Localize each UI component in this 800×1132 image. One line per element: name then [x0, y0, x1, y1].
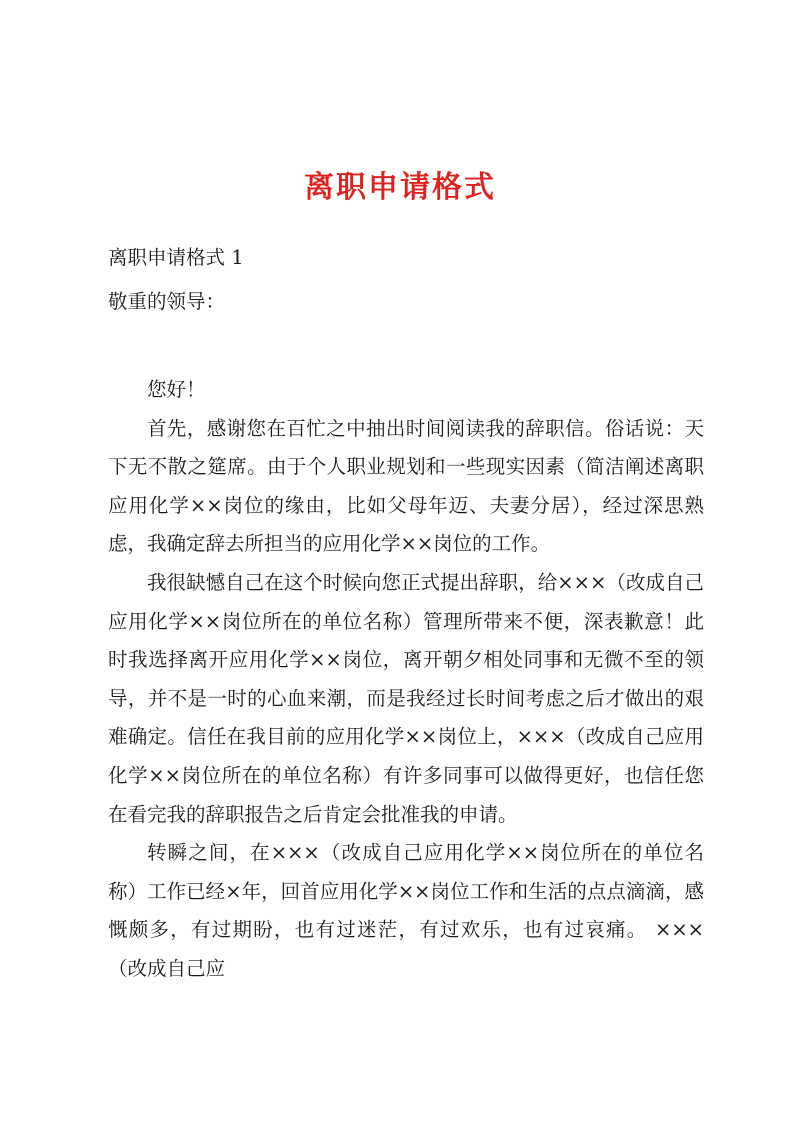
- section-heading: 离职申请格式 1: [108, 246, 244, 269]
- salutation: 敬重的领导：: [108, 290, 226, 313]
- body-paragraph: 首先，感谢您在百忙之中抽出时间阅读我的辞职信。俗话说：天下无不散之筵席。由于个人职业规划和一些现实因素（简洁阐述离职应用化学××岗位的缘由，比如父母年迈、夫妻分居），经过深思熟虑，我确定辞去所担当的应用化学××岗位的工作。: [108, 416, 704, 556]
- document-title: 离职申请格式: [304, 170, 496, 205]
- letter-body: [108, 371, 704, 989]
- body-paragraph: 我很缺憾自己在这个时候向您正式提出辞职，给×××（改成自己应用化学××岗位所在的单位名称）管理所带来不便，深表歉意！此时我选择离开应用化学××岗位，离开朝夕相处同事和无微不至的领导，并不是一时的心血来潮，而是我经过长时间考虑之后才做出的艰难确定。信任在我目前的应用化学××岗位上，×××（改成自己应用化学××岗位所在的单位名称）有许多同事可以做得更好，也信任您在看完我的辞职报告之后肯定会批准我的申请。: [108, 570, 704, 826]
- body-paragraph: 转瞬之间，在×××（改成自己应用化学××岗位所在的单位名称）工作已经×年，回首应用化学××岗位工作和生活的点点滴滴，感慨颇多，有过期盼，也有过迷茫，有过欢乐，也有过哀痛。 ×××（改成自己应: [108, 841, 704, 980]
- greeting-paragraph: 您好！: [147, 378, 206, 401]
